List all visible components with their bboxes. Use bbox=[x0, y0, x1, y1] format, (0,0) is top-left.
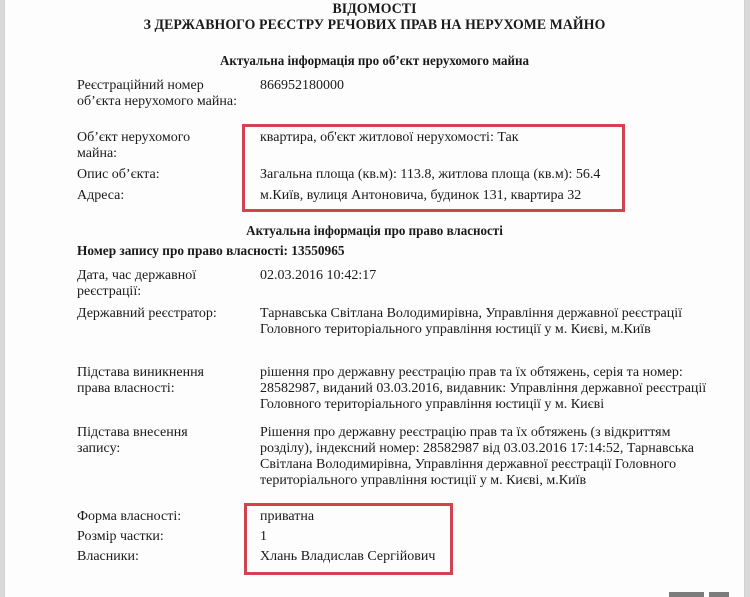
field-label: Власники: bbox=[77, 549, 139, 564]
ownership-record-number: Номер запису про право власності: 13550965 bbox=[77, 244, 345, 259]
field-label: Державний реєстратор: bbox=[77, 306, 217, 321]
object-section-heading: Актуальна інформація про об’єкт нерухомого майна bbox=[219, 54, 530, 69]
field-label: Реєстраційний номер об’єкта нерухомого майна: bbox=[77, 78, 237, 109]
field-label: Розмір частки: bbox=[77, 529, 164, 544]
field-value: Хлань Владислав Сергійович bbox=[260, 549, 436, 564]
field-label: Підстава внесення запису: bbox=[77, 425, 188, 456]
field-label: Опис об’єкта: bbox=[77, 167, 160, 182]
field-value: квартира, об'єкт житлової нерухомості: Так bbox=[260, 130, 519, 145]
document-subtitle: З ДЕРЖАВНОГО РЕЄСТРУ РЕЧОВИХ ПРАВ НА НЕРУХОМЕ МАЙНО bbox=[143, 17, 606, 33]
field-label: Адреса: bbox=[77, 188, 125, 203]
field-value: м.Київ, вулиця Антоновича, будинок 131, квартира 32 bbox=[260, 188, 582, 203]
field-label: Об’єкт нерухомого майна: bbox=[77, 130, 191, 161]
field-value: Загальна площа (кв.м): 113.8, житлова площа (кв.м): 56.4 bbox=[260, 167, 601, 182]
document-title: ВІДОМОСТІ bbox=[332, 1, 417, 17]
field-label: Форма власності: bbox=[77, 509, 182, 524]
field-value: 866952180000 bbox=[260, 78, 344, 93]
field-value: 1 bbox=[260, 529, 267, 544]
field-value: приватна bbox=[260, 509, 315, 524]
field-value: Тарнавська Світлана Володимирівна, Управління державної реєстрації Головного територіального управління юстиції у м. Києві, м.Київ bbox=[260, 306, 683, 337]
field-value: Рішення про державну реєстрацію прав та їх обтяжень (з відкриттям розділу), індексний номер: 28582987 від 03.03.2016 17:14:52, Тарнавська Світлана Володимирівна, Управління державної реєстрації Головного територіального управління юстиції у м. Києві, м.Київ bbox=[260, 425, 694, 488]
ownership-section-heading: Актуальна інформація про право власності bbox=[246, 224, 503, 239]
field-label: Дата, час державної реєстрації: bbox=[77, 268, 197, 299]
field-value: 02.03.2016 10:42:17 bbox=[260, 268, 377, 283]
page-footer-mark bbox=[669, 592, 729, 597]
field-value: рішення про державну реєстрацію прав та їх обтяжень, серія та номер: 28582987, виданий 03.03.2016, видавник: Управління державної реєстрації Головного територіального управління юстиції у м. Києві bbox=[260, 365, 707, 412]
document-page bbox=[5, 0, 744, 597]
field-label: Підстава виникнення права власності: bbox=[77, 365, 204, 396]
